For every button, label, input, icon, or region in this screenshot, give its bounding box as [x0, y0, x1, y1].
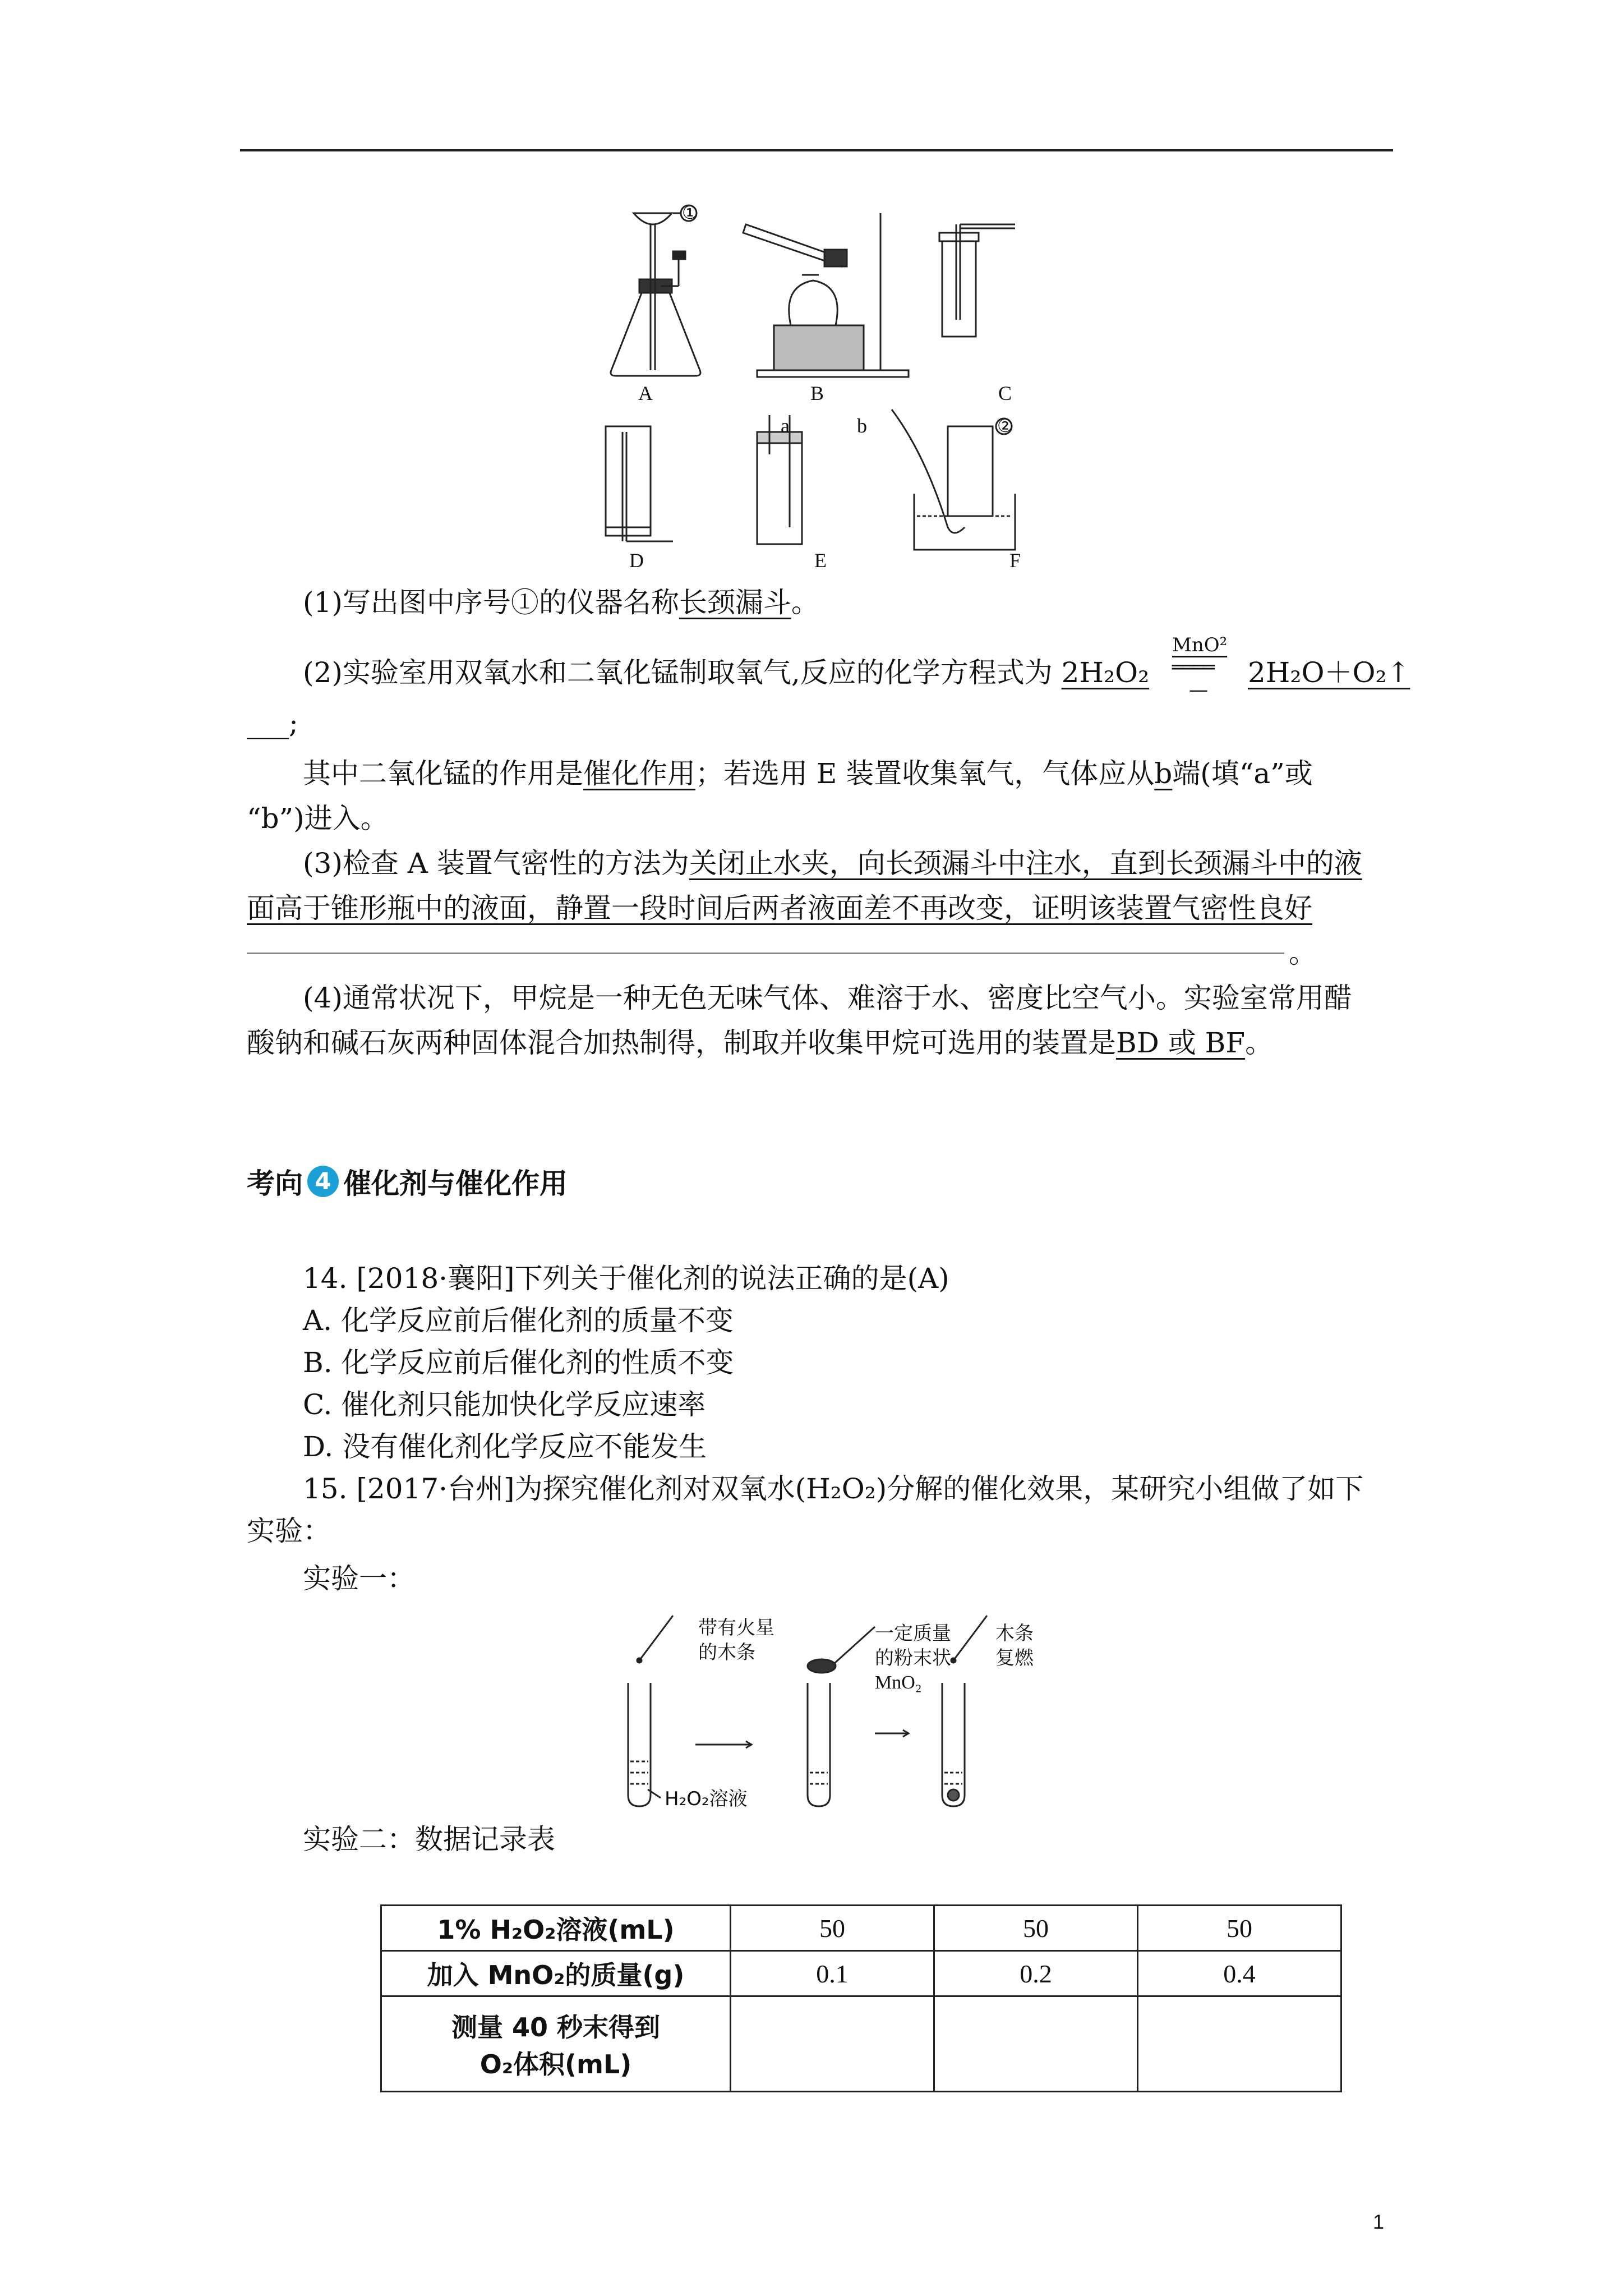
- q15-stem-line2: 实验：: [247, 1515, 331, 1547]
- table-cell: 50: [1138, 1906, 1341, 1951]
- apparatus-label-c: C: [998, 382, 1012, 404]
- fig-label-splint: 带有火星 的木条: [698, 1617, 774, 1664]
- table-cell: 0.4: [1138, 1951, 1341, 1996]
- header-rule: [240, 149, 1393, 151]
- table-cell: [934, 1996, 1138, 2092]
- table-cell: 0.2: [934, 1951, 1138, 1996]
- q13-part3-line2: 面高于锥形瓶中的液面，静置一段时间后两者液面差不再改变，证明该装置气密性良好: [247, 892, 1312, 924]
- table-cell: 0.1: [731, 1951, 934, 1996]
- equation-product: 2H₂O＋O₂↑: [1248, 656, 1410, 689]
- port-a-label: a: [781, 415, 790, 437]
- q13-part4-line2: 酸钠和碱石灰两种固体混合加热制得，制取并收集甲烷可选用的装置是BD 或 BF。: [247, 1027, 1274, 1059]
- port-b-label: b: [857, 415, 867, 437]
- table-cell: 50: [731, 1906, 934, 1951]
- apparatus-c: [939, 224, 1015, 337]
- table-row: [381, 1996, 1341, 2092]
- row-header: 1% H₂O₂溶液(mL): [381, 1906, 731, 1951]
- q13-part4: (4)通常状况下，甲烷是一种无色无味气体、难溶于水、密度比空气小。实验室常用醋: [303, 982, 1352, 1014]
- table-row: [381, 1951, 1341, 1996]
- q15-exp2-label: 实验二：数据记录表: [303, 1823, 555, 1856]
- row-header: 加入 MnO₂的质量(g): [381, 1951, 731, 1996]
- fig-label-solution: H₂O₂溶液: [665, 1788, 748, 1810]
- q13-part2-tail: ___;: [247, 707, 298, 739]
- apparatus-a: [611, 205, 700, 376]
- apparatus-label-f: F: [1009, 549, 1021, 572]
- q13-part1: (1)写出图中序号①的仪器名称长颈漏斗。: [303, 586, 819, 619]
- answer-blank-line: [247, 953, 1284, 954]
- q13-part3: (3)检查 A 装置气密性的方法为关闭止水夹，向长颈漏斗中注水，直到长颈漏斗中的液: [303, 847, 1362, 880]
- row-header: 测量 40 秒末得到 O₂体积(mL): [381, 1996, 731, 2092]
- fig-label-relight: 木条 复燃: [995, 1622, 1034, 1669]
- q14-option-a: A. 化学反应前后催化剂的质量不变: [303, 1304, 734, 1337]
- equation-catalyst: MnO² ════ —: [1172, 634, 1228, 701]
- section-heading: 考向 4 催化剂与催化作用: [247, 1161, 568, 1202]
- section-number-badge: 4: [307, 1166, 339, 1197]
- q14-option-c: C. 催化剂只能加快化学反应速率: [303, 1388, 706, 1421]
- q13-part2: (2)实验室用双氧水和二氧化锰制取氧气,反应的化学方程式为 2H₂O₂: [303, 656, 1150, 689]
- apparatus-f: [892, 409, 1015, 550]
- apparatus-e: [757, 415, 802, 544]
- table-cell: [1138, 1996, 1341, 2092]
- fig-label-mno2: 一定质量 的粉末状 MnO₂: [875, 1622, 951, 1693]
- apparatus-label-a: A: [638, 382, 653, 404]
- q13-part2b: 其中二氧化锰的作用是催化作用；若选用 E 装置收集氧气，气体应从b端(填“a”或: [303, 757, 1313, 790]
- apparatus-label-b: B: [810, 382, 824, 404]
- table-cell: 50: [934, 1906, 1138, 1951]
- q15-exp1-label: 实验一：: [303, 1562, 415, 1595]
- apparatus-label-e: E: [814, 549, 827, 572]
- q13-part2b-line2: “b”)进入。: [247, 802, 389, 835]
- mark-1: ①: [682, 203, 698, 223]
- q15-stem: 15. [2017·台州]为探究催化剂对双氧水(H₂O₂)分解的催化效果，某研究小组做了如下: [303, 1473, 1364, 1505]
- apparatus-figure: [589, 191, 1150, 578]
- q14-stem: 14. [2018·襄阳]下列关于催化剂的说法正确的是(A): [303, 1262, 949, 1295]
- table-cell: [731, 1996, 934, 2092]
- page-number: 1: [1373, 2210, 1385, 2233]
- q14-option-b: B. 化学反应前后催化剂的性质不变: [303, 1346, 734, 1379]
- q14-option-d: D. 没有催化剂化学反应不能发生: [303, 1430, 707, 1463]
- mark-2: ②: [997, 416, 1013, 436]
- apparatus-d: [606, 426, 673, 541]
- apparatus-label-d: D: [629, 549, 644, 572]
- data-table: [380, 1904, 1342, 2092]
- q13-part3-end: 。: [1289, 937, 1317, 969]
- table-row: [381, 1906, 1341, 1951]
- apparatus-b: [743, 213, 909, 377]
